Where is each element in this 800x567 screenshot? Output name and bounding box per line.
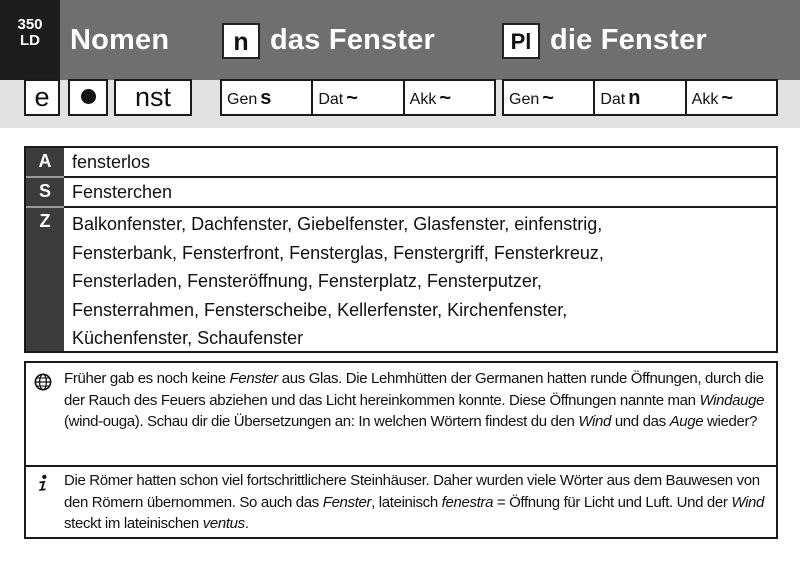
row-letter: A xyxy=(26,148,64,176)
case-cell: Akk ~ xyxy=(691,87,734,109)
singular-marker-box: n xyxy=(222,23,260,59)
singular-form: das Fenster xyxy=(270,24,435,56)
card-number: 350 xyxy=(17,16,43,33)
row-letter: S xyxy=(26,178,64,206)
info-icon xyxy=(34,474,52,492)
info-divider xyxy=(26,465,776,467)
case-cell: Dat ~ xyxy=(313,81,404,114)
card-code: LD xyxy=(20,32,40,49)
case-cell: Gen s xyxy=(222,81,313,114)
plural-case-group xyxy=(502,79,778,116)
row-text: Balkonfenster, Dachfenster, Giebelfenster, Glasfenster, einfenstrig, Fensterbank, Fensterfront, Fensterglas, Fenstergriff, Fensterkreuz, Fensterladen, Fensteröffnung, Fensterplatz, Fensterputzer, Fensterrahmen, Fensterscheibe, Kellerfenster, Kirchenfenster, Küchenfenster, Schaufenster xyxy=(72,214,604,348)
plural-form: die Fenster xyxy=(550,24,707,56)
adjective-row xyxy=(26,148,776,176)
word-family-table xyxy=(24,146,778,353)
case-cell: Dat n xyxy=(595,81,686,114)
row-text: fensterlos xyxy=(72,152,151,172)
word-class-title: Nomen xyxy=(70,24,170,56)
filled-dot-icon xyxy=(81,89,96,104)
plural-dot-box xyxy=(68,79,108,116)
case-cell: Akk ~ xyxy=(409,87,452,109)
diminutive-row xyxy=(26,178,776,206)
pronunciation-box: e xyxy=(24,79,60,116)
info-box xyxy=(24,361,778,539)
case-cell: Gen ~ xyxy=(504,81,595,114)
etymology-text: Früher gab es noch keine Fenster aus Glas. Die Lehmhütten der Germanen hatten runde Öffnungen, durch die der Rauch des Feuers abziehen und das Licht hereinkommen konnte. Diese Öffnungen nannte man Windauge (wind-ouga). Schau dir die Übersetzungen an: In welchen Wörtern findest du den Wind und das Auge wieder? xyxy=(64,370,765,430)
compound-row xyxy=(26,208,776,351)
singular-case-group xyxy=(220,79,496,116)
syllable-box: nst xyxy=(114,79,192,116)
globe-icon xyxy=(34,373,52,391)
row-text: Fensterchen xyxy=(72,182,173,202)
plural-marker-box: Pl xyxy=(502,23,540,59)
card-number-badge xyxy=(0,0,60,80)
fact-text: Die Römer hatten schon viel fortschrittlichere Steinhäuser. Daher wurden viele Wörter aus dem Bauwesen von den Römern übernommen. So auch das Fenster, lateinisch fenestra = Öffnung für Licht und Luft. Und der Wind steckt im lateinischen ventus. xyxy=(64,472,765,532)
row-letter: Z xyxy=(26,208,64,351)
